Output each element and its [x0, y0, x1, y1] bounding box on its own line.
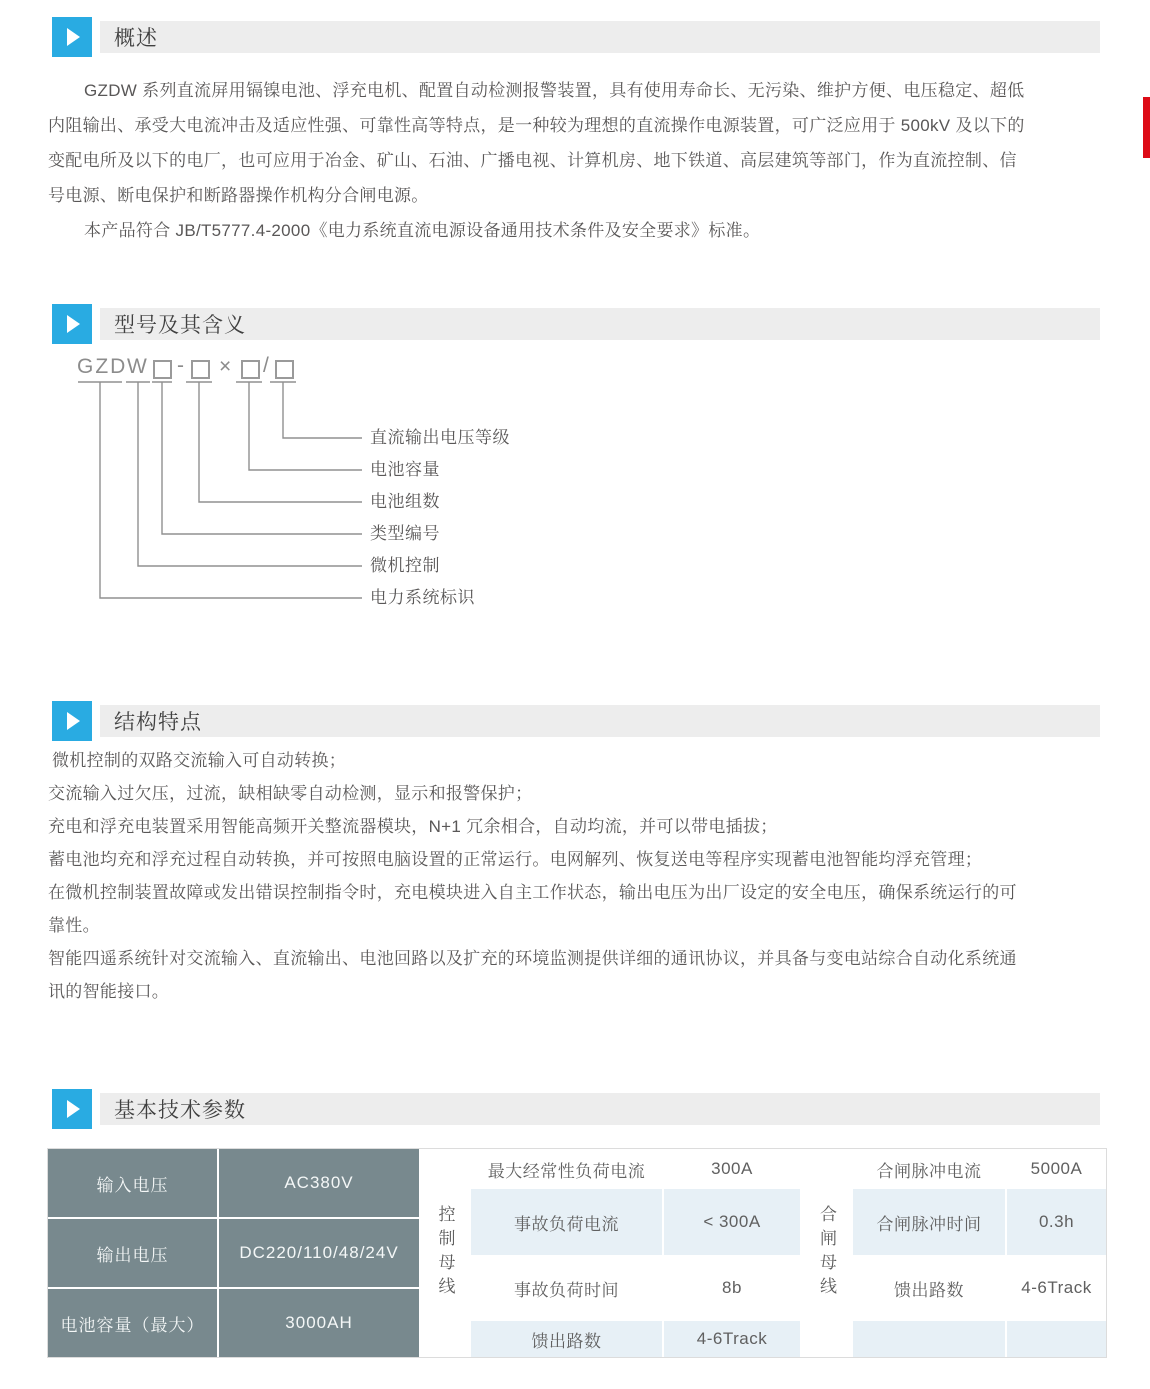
paragraph-line: 号电源、断电保护和断路器操作机构分合闸电源。 — [48, 186, 429, 205]
param-label-cell: 事故负荷电流 — [471, 1189, 662, 1255]
section-title: 型号及其含义 — [114, 314, 246, 337]
play-arrow-icon — [52, 304, 92, 344]
model-code-dash: - — [177, 354, 186, 377]
param-value-cell: AC380V — [219, 1149, 419, 1217]
param-value-cell: 3000AH — [219, 1289, 419, 1357]
paragraph-line: 本产品符合 JB/T5777.4-2000《电力系统直流电源设备通用技术条件及安全要求》标准。 — [84, 221, 761, 240]
param-label-cell: 事故负荷时间 — [471, 1255, 662, 1321]
param-label-cell: 输出电压 — [48, 1219, 217, 1287]
control-bus-column — [419, 1149, 471, 1357]
model-code-slash: / — [263, 354, 271, 377]
diagram-label: 电池组数 — [370, 492, 440, 511]
paragraph-line: 内阻输出、承受大电流冲击及适应性强、可靠性高等特点，是一种较为理想的直流操作电源装置，可广泛应用于 500kV 及以下的 — [48, 116, 1025, 135]
param-label-cell: 合闸脉冲时间 — [853, 1189, 1005, 1255]
table-left-block — [48, 1149, 419, 1357]
param-label-cell: 馈出路数 — [853, 1255, 1005, 1321]
param-value-cell: 8b — [664, 1255, 800, 1321]
diagram-label: 微机控制 — [370, 556, 440, 575]
vertical-label: 合闸母线 — [817, 1205, 836, 1301]
param-label-cell: 输入电压 — [48, 1149, 217, 1217]
empty-cell — [1007, 1321, 1106, 1357]
placeholder-box-icon — [191, 360, 210, 379]
triangle-icon — [67, 28, 80, 46]
vertical-label: 控制母线 — [435, 1205, 455, 1301]
diagram-label: 类型编号 — [370, 524, 440, 543]
section-header-params — [52, 1089, 1100, 1129]
param-label-cell: 合闸脉冲电流 — [853, 1149, 1005, 1189]
features-list — [48, 744, 1106, 1008]
placeholder-box-icon — [275, 360, 294, 379]
section-title: 基本技术参数 — [114, 1099, 246, 1122]
param-label-cell: 电池容量（最大） — [48, 1289, 217, 1357]
overview-paragraphs — [48, 73, 1106, 248]
diagram-label: 电力系统标识 — [370, 588, 475, 607]
header-bar — [100, 1093, 1100, 1125]
triangle-icon — [67, 712, 80, 730]
feature-line: 交流输入过欠压，过流，缺相缺零自动检测，显示和报警保护； — [48, 784, 533, 803]
feature-line: 充电和浮充电装置采用智能高频开关整流器模块，N+1 冗余相合，自动均流，并可以带电插拔； — [48, 817, 778, 836]
param-value-cell: 4-6Track — [664, 1321, 800, 1357]
play-arrow-icon — [52, 1089, 92, 1129]
play-arrow-icon — [52, 17, 92, 57]
header-bar — [100, 308, 1100, 340]
diagram-label: 电池容量 — [370, 460, 440, 479]
play-arrow-icon — [52, 701, 92, 741]
red-edge-mark — [1143, 97, 1150, 158]
param-label-cell: 最大经常性负荷电流 — [471, 1149, 662, 1189]
header-bar — [100, 21, 1100, 53]
closing-bus-rows — [853, 1149, 1106, 1357]
feature-line: 微机控制的双路交流输入可自动转换； — [52, 751, 347, 770]
model-code-w: W — [127, 355, 149, 378]
model-code-prefix: GZD — [77, 355, 128, 378]
header-bar — [100, 705, 1100, 737]
triangle-icon — [67, 1100, 80, 1118]
feature-line: 蓄电池均充和浮充过程自动转换，并可按照电脑设置的正常运行。电网解列、恢复送电等程序实现蓄电池智能均浮充管理； — [48, 850, 983, 869]
param-value-cell: DC220/110/48/24V — [219, 1219, 419, 1287]
feature-line: 在微机控制装置故障或发出错误控制指令时，充电模块进入自主工作状态，输出电压为出厂设定的安全电压，确保系统运行的可 — [48, 883, 1017, 902]
feature-line: 靠性。 — [48, 916, 100, 935]
section-header-overview — [52, 17, 1100, 57]
feature-line: 智能四遥系统针对交流输入、直流输出、电池回路以及扩充的环境监测提供详细的通讯协议，并具备与变电站综合自动化系统通 — [48, 949, 1017, 968]
parameters-table — [48, 1149, 1106, 1357]
closing-bus-column — [800, 1149, 853, 1357]
param-value-cell: 300A — [664, 1149, 800, 1189]
section-title: 概述 — [114, 27, 158, 50]
placeholder-box-icon — [241, 360, 260, 379]
section-header-model — [52, 304, 1100, 344]
param-value-cell: 4-6Track — [1007, 1255, 1106, 1321]
param-label-cell: 馈出路数 — [471, 1321, 662, 1357]
feature-line: 讯的智能接口。 — [48, 982, 170, 1001]
paragraph-line: 变配电所及以下的电厂，也可应用于冶金、矿山、石油、广播电视、计算机房、地下铁道、高层建筑等部门，作为直流控制、信 — [48, 151, 1017, 170]
section-title: 结构特点 — [114, 711, 202, 734]
param-value-cell: < 300A — [664, 1189, 800, 1255]
model-code-times: × — [219, 355, 234, 378]
param-value-cell: 0.3h — [1007, 1189, 1106, 1255]
control-bus-rows — [471, 1149, 800, 1357]
section-header-features — [52, 701, 1100, 741]
placeholder-box-icon — [153, 360, 172, 379]
param-value-cell: 5000A — [1007, 1149, 1106, 1189]
diagram-label: 直流输出电压等级 — [370, 428, 510, 447]
triangle-icon — [67, 315, 80, 333]
paragraph-line: GZDW 系列直流屏用镉镍电池、浮充电机、配置自动检测报警装置，具有使用寿命长、无污染、维护方便、电压稳定、超低 — [84, 81, 1025, 100]
empty-cell — [853, 1321, 1005, 1357]
